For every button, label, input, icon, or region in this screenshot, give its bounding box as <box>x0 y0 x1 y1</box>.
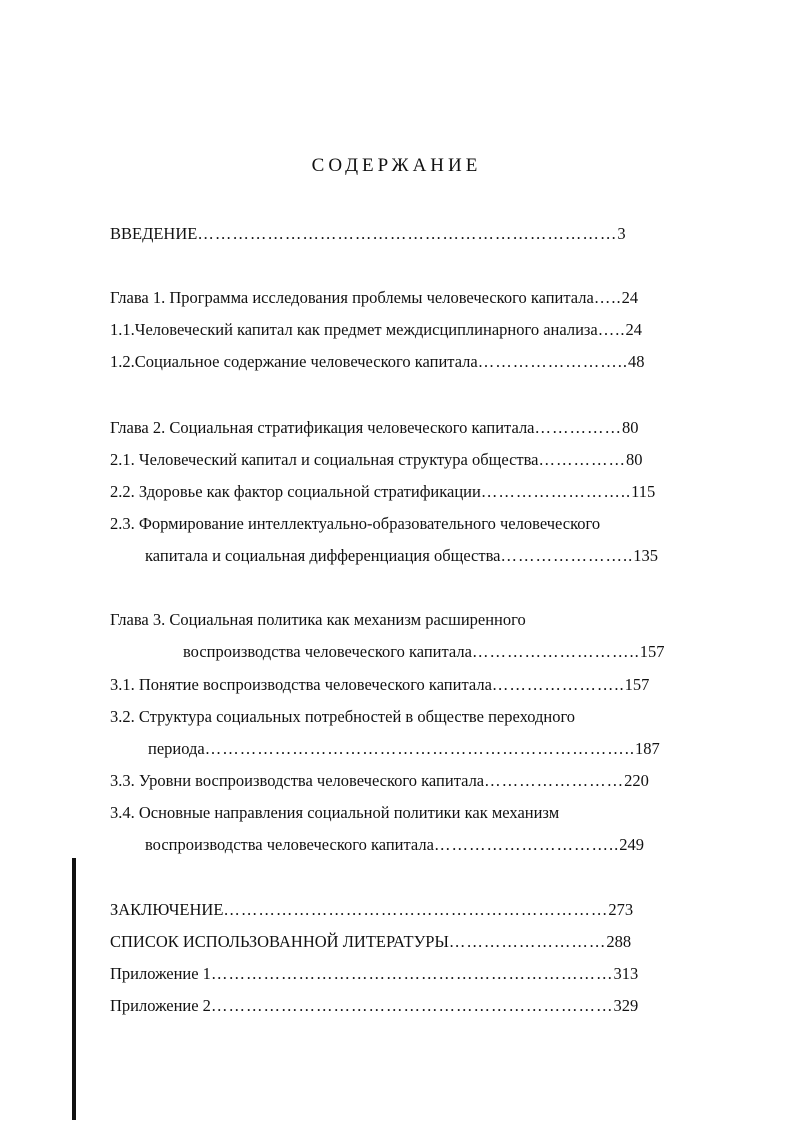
toc-entry-section-3-2-line1: 3.2. Структура социальных потребностей в обществе переходного <box>110 707 576 726</box>
toc-entry-section-1-1: 1.1.Человеческий капитал как предмет междисциплинарного анализа…..24 <box>110 320 642 339</box>
toc-entry-appendix-2: Приложение 2……………………………………………………………329 <box>110 996 639 1015</box>
toc-entry-section-2-2: 2.2. Здоровье как фактор социальной стратификации……………………..115 <box>110 482 656 501</box>
toc-entry-section-3-4-line1: 3.4. Основные направления социальной политики как механизм <box>110 803 560 822</box>
toc-entry-section-2-3-line1: 2.3. Формирование интеллектуально-образовательного человеческого <box>110 514 601 533</box>
toc-entry-section-3-2-line2: периода………………………………………………………………..187 <box>148 739 660 758</box>
toc-entry-intro: ВВЕДЕНИЕ………………………………………………………………3 <box>110 224 626 243</box>
toc-entry-chapter-2: Глава 2. Социальная стратификация человеческого капитала……………80 <box>110 418 639 437</box>
toc-entry-section-3-3: 3.3. Уровни воспроизводства человеческого капитала……………………220 <box>110 771 649 790</box>
toc-entry-appendix-1: Приложение 1……………………………………………………………313 <box>110 964 639 983</box>
toc-entry-section-2-1: 2.1. Человеческий капитал и социальная структура общества……………80 <box>110 450 643 469</box>
toc-entry-chapter-1: Глава 1. Программа исследования проблемы человеческого капитала…..24 <box>110 288 639 307</box>
toc-entry-section-2-3-line2: капитала и социальная дифференциация общества…………………..135 <box>145 546 658 565</box>
page-title: СОДЕРЖАНИЕ <box>311 155 482 176</box>
toc-entry-chapter-3-line2: воспроизводства человеческого капитала………………………..157 <box>183 642 665 661</box>
toc-entry-chapter-3-line1: Глава 3. Социальная политика как механизм расширенного <box>110 610 526 629</box>
toc-entry-references: СПИСОК ИСПОЛЬЗОВАННОЙ ЛИТЕРАТУРЫ………………………288 <box>110 932 632 951</box>
toc-entry-conclusion: ЗАКЛЮЧЕНИЕ…………………………………………………………273 <box>110 900 634 919</box>
toc-entry-section-3-4-line2: воспроизводства человеческого капитала…………………………..249 <box>145 835 644 854</box>
toc-entry-section-3-1: 3.1. Понятие воспроизводства человеческого капитала…………………..157 <box>110 675 650 694</box>
toc-entry-section-1-2: 1.2.Социальное содержание человеческого капитала……………………..48 <box>110 352 645 371</box>
scan-edge-mark <box>72 858 76 1120</box>
